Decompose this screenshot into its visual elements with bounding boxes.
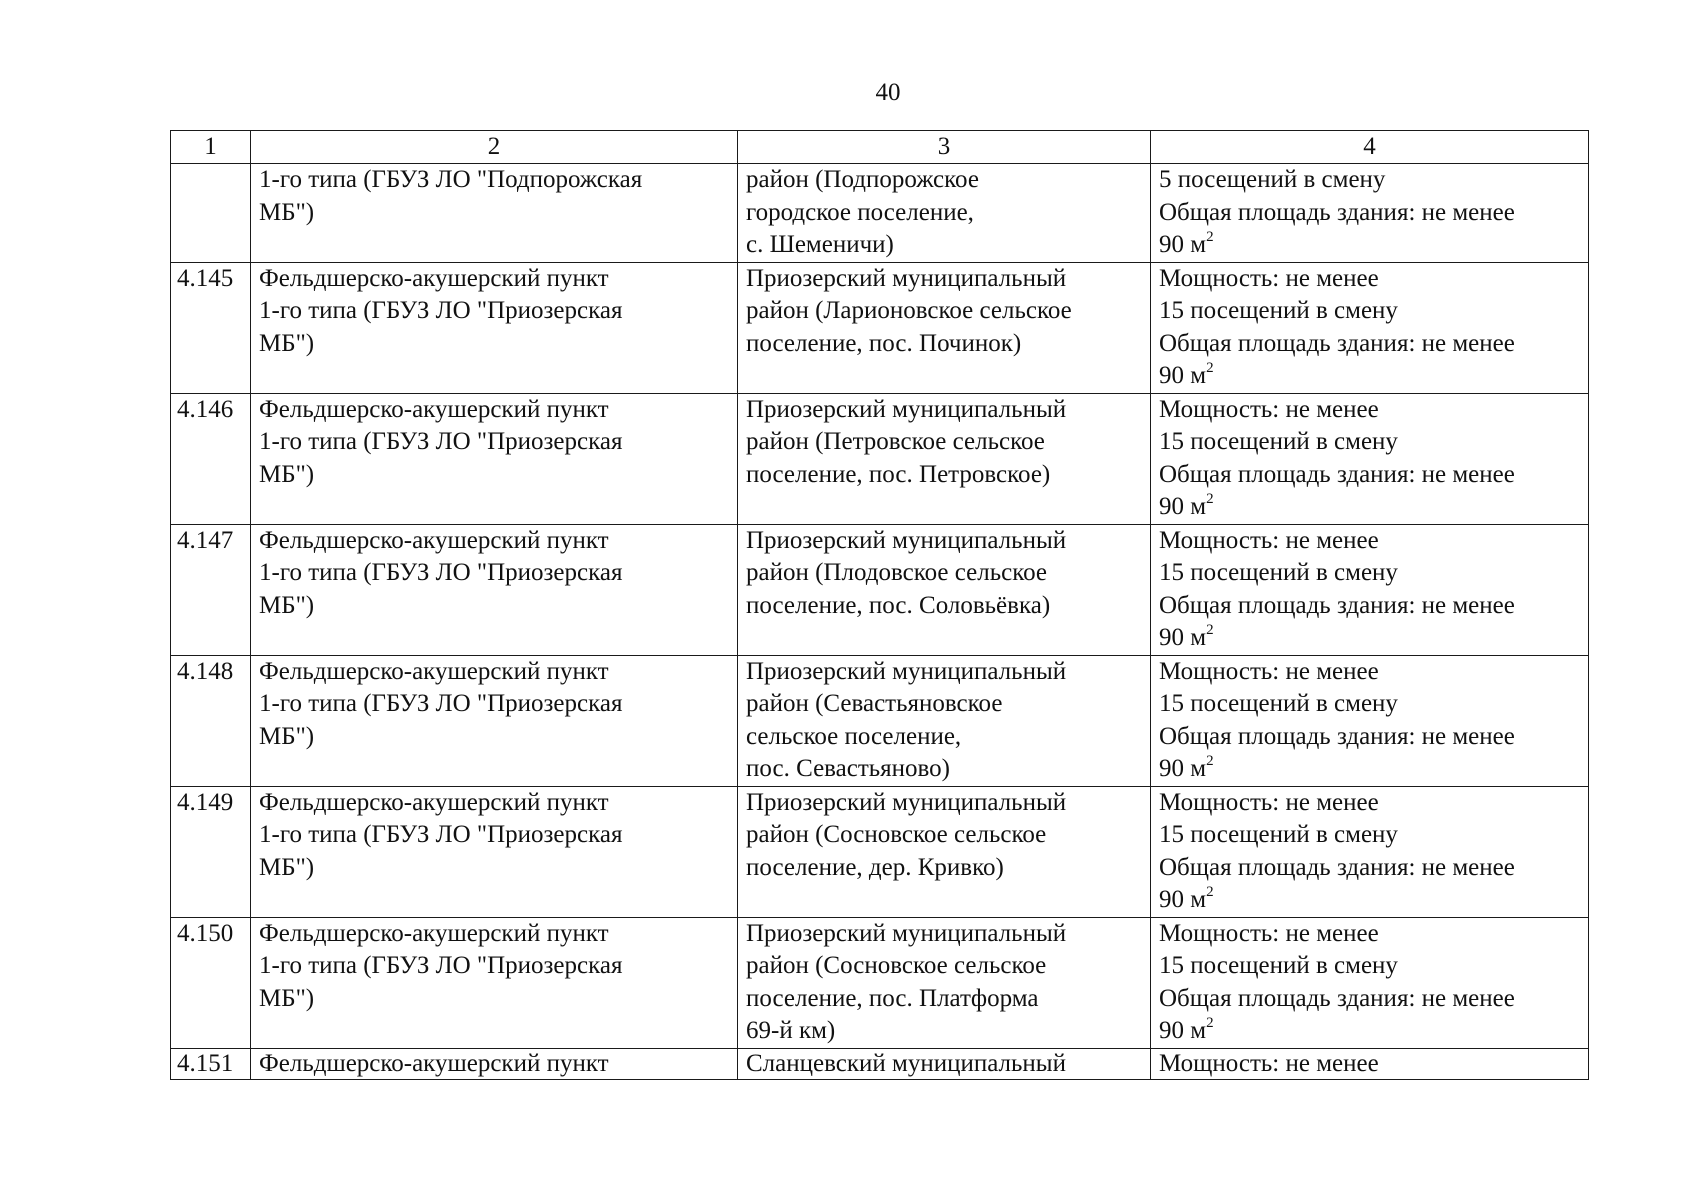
table-row [171, 786, 1589, 917]
table-row [171, 393, 1589, 524]
facility-location: Приозерский муниципальный район (Плодовское сельское поселение, пос. Соловьёвка) [738, 524, 1151, 655]
area-unit-power: 2 [1206, 490, 1214, 507]
facility-location: Приозерский муниципальный район (Ларионовское сельское поселение, пос. Починок) [738, 262, 1151, 393]
area-unit-power: 2 [1206, 1014, 1214, 1031]
facility-characteristics [1151, 524, 1589, 655]
facility-characteristics [1151, 164, 1589, 263]
facility-characteristics [1151, 786, 1589, 917]
table-body [171, 164, 1589, 1080]
page-number: 40 [875, 79, 901, 106]
area-text: Общая площадь здания: не менее 90 $м^2$ [1159, 460, 1515, 520]
facility-name: Фельдшерско-акушерский пункт 1-го типа (ГБУЗ ЛО "Приозерская МБ") [251, 917, 738, 1048]
area-unit-power: 2 [1206, 883, 1214, 900]
row-number: 4.147 [171, 524, 251, 655]
area-text: Общая площадь здания: не менее 90 $м^2$ [1159, 984, 1515, 1044]
facility-characteristics [1151, 393, 1589, 524]
area-text: Общая площадь здания: не менее 90 $м^2$ [1159, 591, 1515, 651]
facility-name: Фельдшерско-акушерский пункт 1-го типа (ГБУЗ ЛО "Приозерская МБ") [251, 524, 738, 655]
row-number: 4.145 [171, 262, 251, 393]
facility-characteristics [1151, 917, 1589, 1048]
row-number: 4.151 [171, 1048, 251, 1079]
capacity-text: Мощность: не менее 15 посещений в смену [1159, 788, 1398, 848]
facility-name: 1-го типа (ГБУЗ ЛО "Подпорожская МБ") [251, 164, 738, 263]
area-text: Общая площадь здания: не менее 90 $м^2$ [1159, 853, 1515, 913]
facility-location: Приозерский муниципальный район (Сосновское сельское поселение, дер. Кривко) [738, 786, 1151, 917]
capacity-text: Мощность: не менее 15 посещений в смену [1159, 919, 1398, 979]
facility-name: Фельдшерско-акушерский пункт 1-го типа (ГБУЗ ЛО "Приозерская МБ") [251, 262, 738, 393]
area-text: Общая площадь здания: не менее 90 $м^2$ [1159, 722, 1515, 782]
facility-location: Приозерский муниципальный район (Петровское сельское поселение, пос. Петровское) [738, 393, 1151, 524]
area-text: Общая площадь здания: не менее 90 $м^2$ [1159, 329, 1515, 389]
row-number: 4.149 [171, 786, 251, 917]
area-unit-power: 2 [1206, 359, 1214, 376]
column-header-1: 1 [171, 131, 251, 164]
area-unit-power: 2 [1206, 752, 1214, 769]
capacity-text: Мощность: не менее 15 посещений в смену [1159, 395, 1398, 455]
column-header-4: 4 [1151, 131, 1589, 164]
row-number: 4.146 [171, 393, 251, 524]
capacity-text: Мощность: не менее 15 посещений в смену [1159, 526, 1398, 586]
table-row [171, 1048, 1589, 1079]
area-unit-power: 2 [1206, 228, 1214, 245]
facility-characteristics: Мощность: не менее [1151, 1048, 1589, 1079]
facility-name: Фельдшерско-акушерский пункт 1-го типа (ГБУЗ ЛО "Приозерская МБ") [251, 786, 738, 917]
row-number: 4.150 [171, 917, 251, 1048]
facility-location: район (Подпорожское городское поселение, с. Шеменичи) [738, 164, 1151, 263]
table-header-row [171, 131, 1589, 164]
capacity-text: Мощность: не менее 15 посещений в смену [1159, 657, 1398, 717]
table-row [171, 262, 1589, 393]
facility-characteristics [1151, 262, 1589, 393]
facility-name: Фельдшерско-акушерский пункт 1-го типа (ГБУЗ ЛО "Приозерская МБ") [251, 655, 738, 786]
facility-name: Фельдшерско-акушерский пункт [251, 1048, 738, 1079]
column-header-2: 2 [251, 131, 738, 164]
capacity-text: Мощность: не менее 15 посещений в смену [1159, 264, 1398, 324]
area-text: Общая площадь здания: не менее 90 $м^2$ [1159, 198, 1515, 258]
facility-location: Приозерский муниципальный район (Сосновское сельское поселение, пос. Платформа 69-й км) [738, 917, 1151, 1048]
facility-name: Фельдшерско-акушерский пункт 1-го типа (ГБУЗ ЛО "Приозерская МБ") [251, 393, 738, 524]
facility-location: Приозерский муниципальный район (Севастьяновское сельское поселение, пос. Севастьяново) [738, 655, 1151, 786]
capacity-text: 5 посещений в смену [1159, 166, 1386, 193]
row-number [171, 164, 251, 263]
facility-location: Сланцевский муниципальный [738, 1048, 1151, 1079]
table-row [171, 164, 1589, 263]
area-unit-power: 2 [1206, 621, 1214, 638]
row-number: 4.148 [171, 655, 251, 786]
table-row [171, 524, 1589, 655]
table-row [171, 917, 1589, 1048]
facility-characteristics [1151, 655, 1589, 786]
facilities-table [170, 130, 1589, 1080]
column-header-3: 3 [738, 131, 1151, 164]
table-row [171, 655, 1589, 786]
